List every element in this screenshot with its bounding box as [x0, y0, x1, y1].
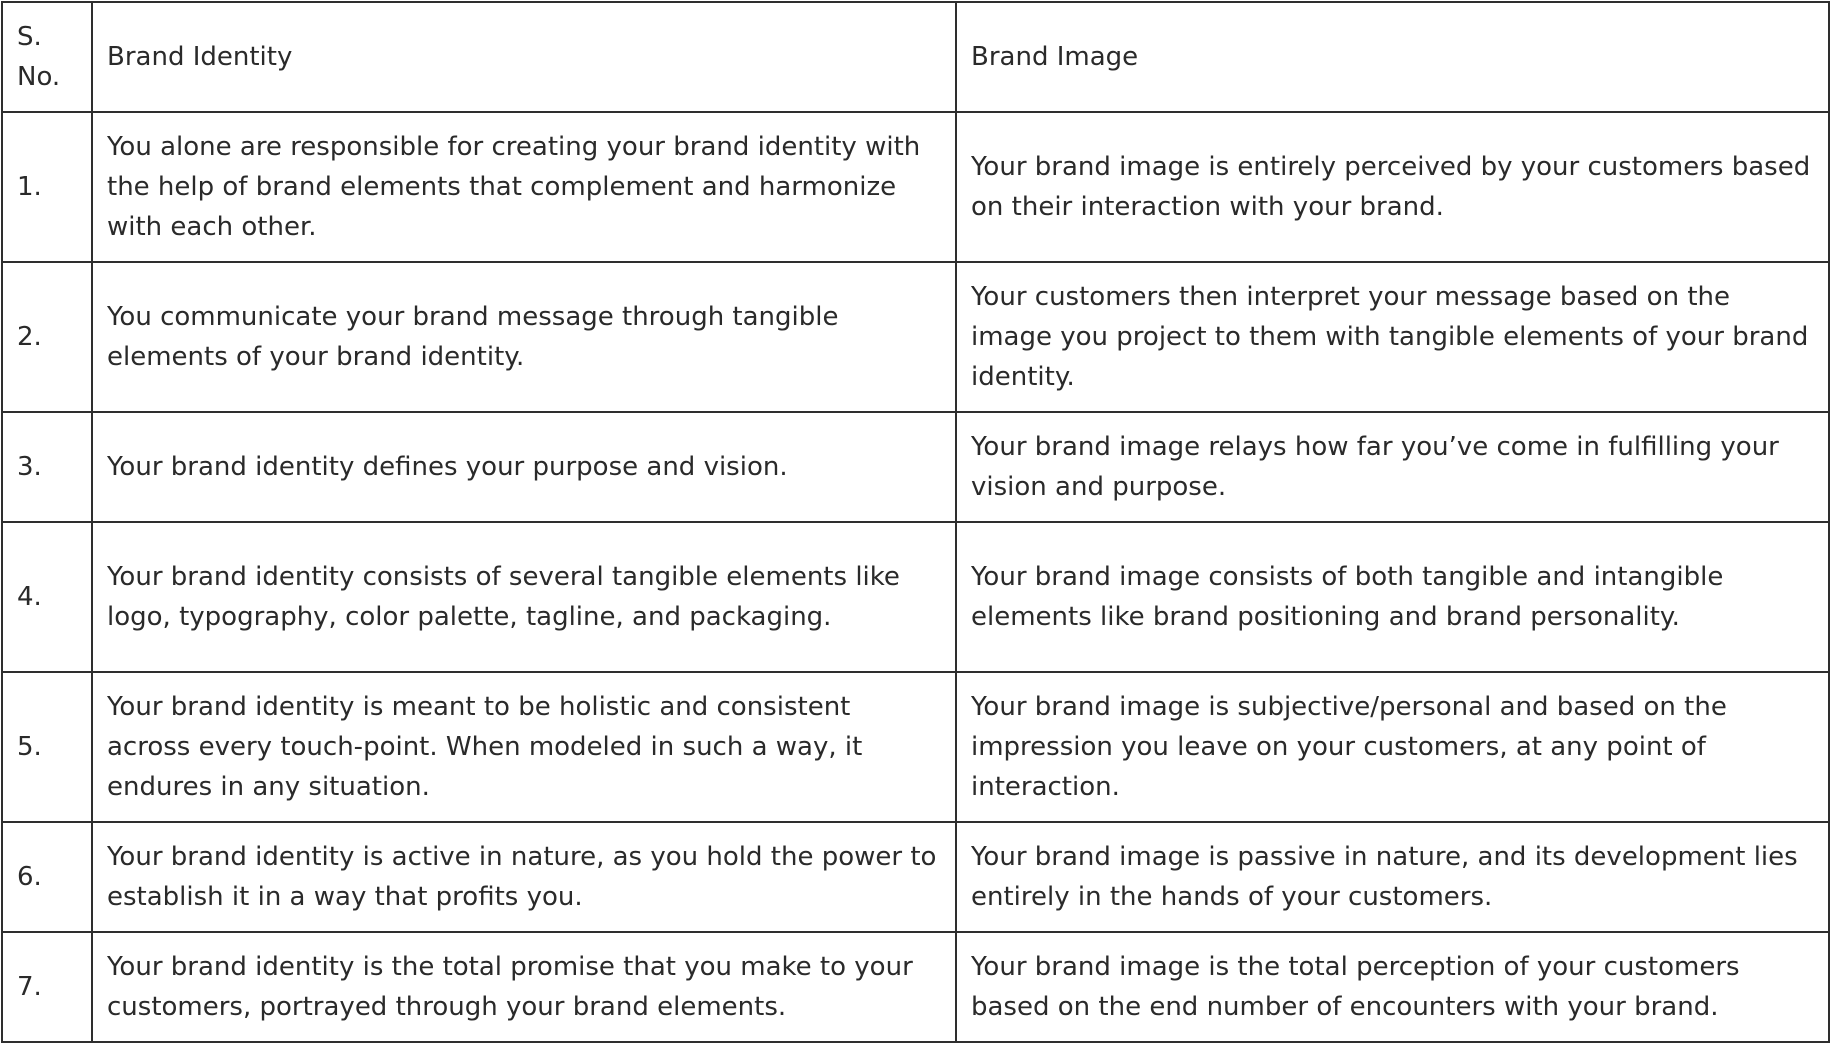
brand-image-cell: Your brand image is entirely perceived by your customers based on their interaction with your brand.: [956, 112, 1829, 262]
table-row: [2, 672, 1829, 822]
brand-image-cell: Your brand image relays how far you’ve come in fulfilling your vision and purpose.: [956, 412, 1829, 522]
row-number: 2.: [2, 262, 92, 412]
table-row: [2, 822, 1829, 932]
brand-identity-cell: Your brand identity consists of several tangible elements like logo, typography, color palette, tagline, and packaging.: [92, 522, 956, 672]
brand-identity-cell: Your brand identity is the total promise that you make to your customers, portrayed through your brand elements.: [92, 932, 956, 1042]
brand-image-cell: Your brand image is the total perception of your customers based on the end number of encounters with your brand.: [956, 932, 1829, 1042]
row-number: 7.: [2, 932, 92, 1042]
comparison-table: [1, 1, 1830, 1043]
header-row: [2, 2, 1829, 112]
brand-identity-cell: Your brand identity is meant to be holistic and consistent across every touch-point. When modeled in such a way, it endures in any situation.: [92, 672, 956, 822]
brand-identity-cell: Your brand identity is active in nature, as you hold the power to establish it in a way that profits you.: [92, 822, 956, 932]
row-number: 3.: [2, 412, 92, 522]
header-serial-number: S. No.: [2, 2, 92, 112]
table-row: [2, 522, 1829, 672]
row-number: 4.: [2, 522, 92, 672]
header-brand-identity: Brand Identity: [92, 2, 956, 112]
header-brand-image: Brand Image: [956, 2, 1829, 112]
table-row: [2, 412, 1829, 522]
table-row: [2, 932, 1829, 1042]
row-number: 5.: [2, 672, 92, 822]
row-number: 1.: [2, 112, 92, 262]
row-number: 6.: [2, 822, 92, 932]
brand-image-cell: Your customers then interpret your message based on the image you project to them with tangible elements of your brand identity.: [956, 262, 1829, 412]
table-row: [2, 262, 1829, 412]
brand-identity-cell: You communicate your brand message through tangible elements of your brand identity.: [92, 262, 956, 412]
brand-identity-cell: You alone are responsible for creating your brand identity with the help of brand elements that complement and harmonize with each other.: [92, 112, 956, 262]
table-row: [2, 112, 1829, 262]
brand-image-cell: Your brand image is passive in nature, and its development lies entirely in the hands of your customers.: [956, 822, 1829, 932]
brand-image-cell: Your brand image is subjective/personal and based on the impression you leave on your customers, at any point of interaction.: [956, 672, 1829, 822]
brand-image-cell: Your brand image consists of both tangible and intangible elements like brand positioning and brand personality.: [956, 522, 1829, 672]
brand-identity-cell: Your brand identity defines your purpose and vision.: [92, 412, 956, 522]
